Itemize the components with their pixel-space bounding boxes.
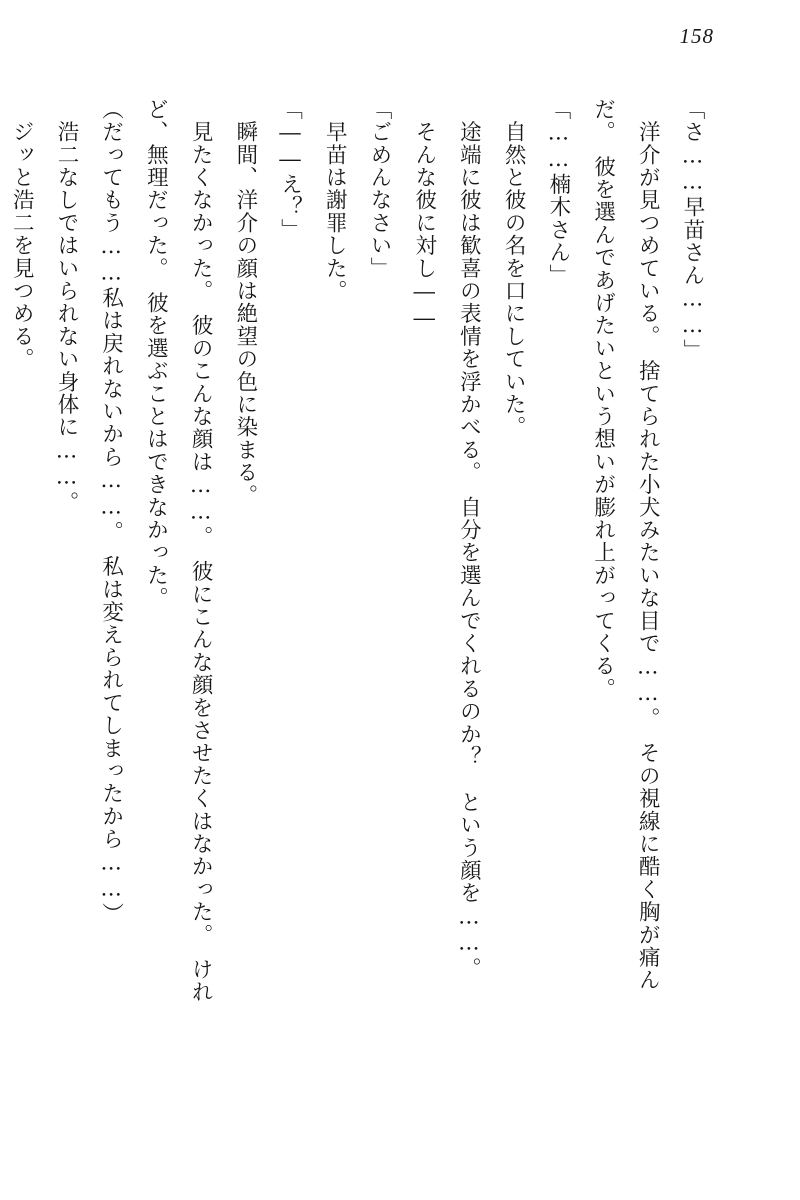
page-number: 158 <box>679 24 714 48</box>
page-text-body: 「さ……早苗さん……」 洋介が見つめている。 捨てられた小犬みたいな目で……。 その視線に酷く胸が痛ん だ。 彼を選んであげたいという想いが膨れ上がってくる。 「……楠木さん」 自然と彼の名を口にしていた。 途端に彼は歓喜の表情を浮かべる。 自分を選んでくれるのか？ という顔を……。 そんな彼に対し―― 「ごめんなさい」 早苗は謝罪した。 「――え？」 瞬間、洋介の顔は絶望の色に染まる。 見たくなかった。 彼のこんな顔は……。 彼にこんな顔をさせたくはなかった。 けれ ど、無理だった。 彼を選ぶことはできなかった。 （だってもう……私は戻れないから……。 私は変えられてしまったから……） 浩二なしではいられない身体に……。 ジッと浩二を見つめる。 <box>9 98 705 1004</box>
